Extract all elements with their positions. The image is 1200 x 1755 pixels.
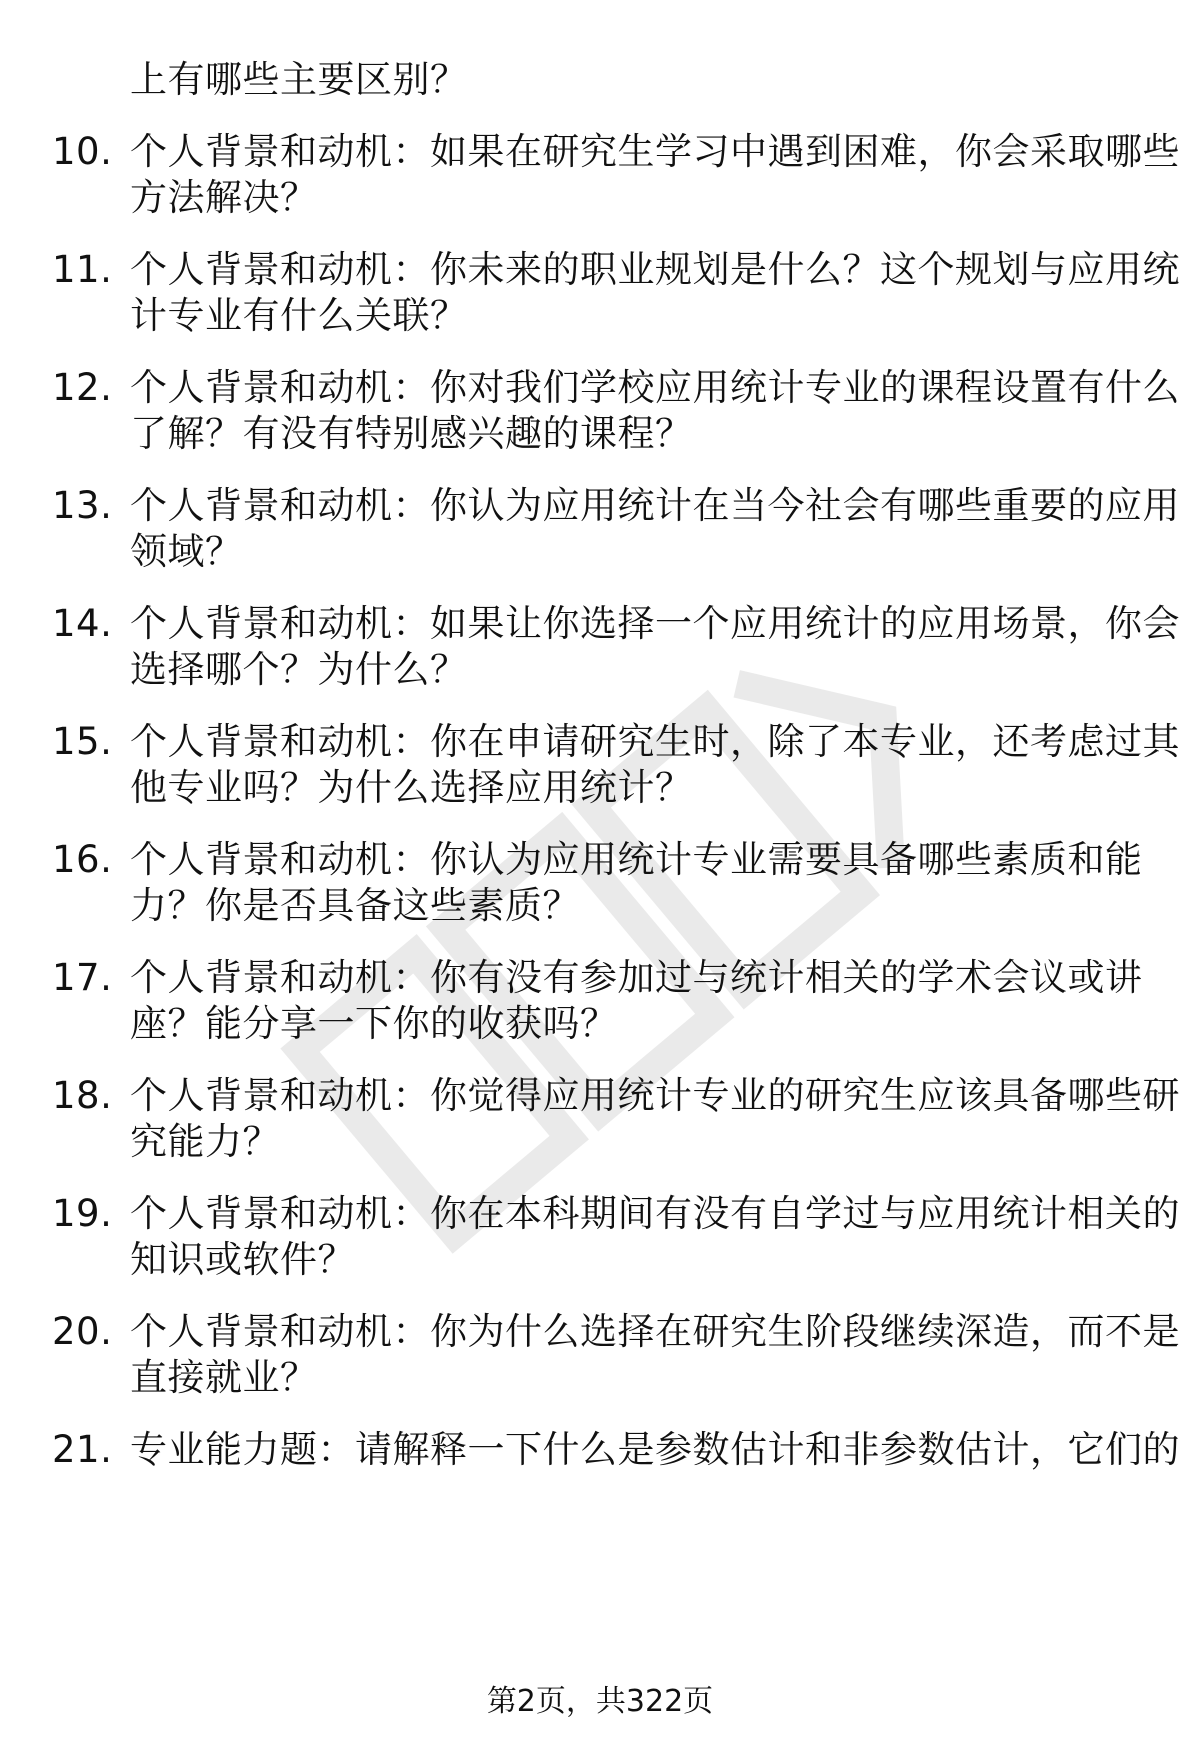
page-footer: 第2页，共322页 <box>486 1684 714 1719</box>
item-text-line: 领域？ <box>130 530 243 573</box>
item-text-line: 知识或软件？ <box>130 1238 355 1281</box>
item-text-line: 力？你是否具备这些素质？ <box>130 884 580 927</box>
item-number: 16. <box>52 838 113 881</box>
item-number: 10. <box>52 130 113 173</box>
item-text-line: 个人背景和动机：如果在研究生学习中遇到困难，你会采取哪些 <box>130 130 1180 173</box>
item-text-line: 究能力？ <box>130 1120 280 1163</box>
item-number: 20. <box>52 1310 113 1353</box>
item-text-line: 个人背景和动机：你对我们学校应用统计专业的课程设置有什么 <box>130 366 1180 409</box>
item-text-line: 座？能分享一下你的收获吗？ <box>130 1002 618 1045</box>
item-number: 15. <box>52 720 113 763</box>
item-text-line: 个人背景和动机：你有没有参加过与统计相关的学术会议或讲 <box>130 956 1143 999</box>
item-text-line: 个人背景和动机：你认为应用统计专业需要具备哪些素质和能 <box>130 838 1143 881</box>
item-text-line: 个人背景和动机：你在申请研究生时，除了本专业，还考虑过其 <box>130 720 1180 763</box>
item-text-line: 专业能力题：请解释一下什么是参数估计和非参数估计，它们的 <box>130 1428 1180 1471</box>
item-number: 13. <box>52 484 113 527</box>
item-number: 12. <box>52 366 113 409</box>
item-text-line: 了解？有没有特别感兴趣的课程？ <box>130 412 693 455</box>
item-number: 14. <box>52 602 113 645</box>
item-number: 11. <box>52 248 113 291</box>
item-text-line: 个人背景和动机：你认为应用统计在当今社会有哪些重要的应用 <box>130 484 1180 527</box>
item-text-line: 个人背景和动机：你觉得应用统计专业的研究生应该具备哪些研 <box>130 1074 1180 1117</box>
item-text-line: 个人背景和动机：如果让你选择一个应用统计的应用场景，你会 <box>130 602 1180 645</box>
item-text-line: 个人背景和动机：你在本科期间有没有自学过与应用统计相关的 <box>130 1192 1180 1235</box>
item-text-line: 选择哪个？为什么？ <box>130 648 468 691</box>
item-number: 18. <box>52 1074 113 1117</box>
item-text-line: 直接就业？ <box>130 1356 318 1399</box>
item-number: 17. <box>52 956 113 999</box>
item-text-line: 计专业有什么关联？ <box>130 294 468 337</box>
item-text-line: 方法解决？ <box>130 176 318 219</box>
item-text-line: 个人背景和动机：你为什么选择在研究生阶段继续深造，而不是 <box>130 1310 1180 1353</box>
item-number: 19. <box>52 1192 113 1235</box>
item-text-line: 他专业吗？为什么选择应用统计？ <box>130 766 693 809</box>
item-number: 21. <box>52 1428 113 1471</box>
item-text-line: 个人背景和动机：你未来的职业规划是什么？这个规划与应用统 <box>130 248 1180 291</box>
item-text-line: 上有哪些主要区别？ <box>130 58 468 101</box>
